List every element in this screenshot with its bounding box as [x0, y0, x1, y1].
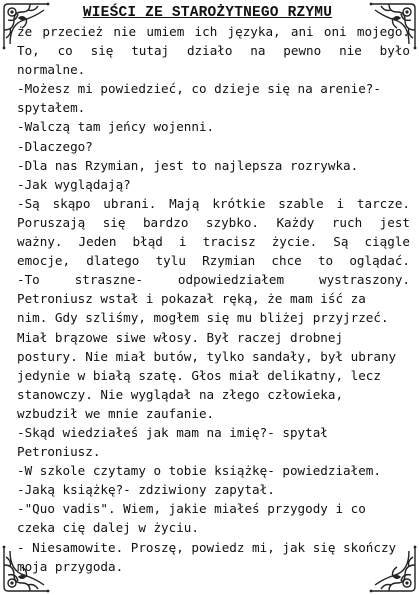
- text-line: -To straszne- odpowiedziałem wystraszony.: [17, 272, 410, 288]
- text-line: -Jaką książkę?- zdziwiony zapytał.: [17, 482, 275, 498]
- text-line: -Walczą tam jeńcy wojenni.: [17, 119, 215, 135]
- text-line: -"Quo vadis". Wiem, jakie miałeś przygody i co: [17, 501, 366, 517]
- text-line: - Niesamowite. Proszę, powiedz mi, jak się skończy: [17, 539, 397, 555]
- text-line: spytałem.: [17, 100, 86, 116]
- text-line: -Skąd wiedziałeś jak mam na imię?- spytał: [17, 424, 328, 440]
- text-line: że przecież nie umiem ich języka, ani oni mojego.: [17, 24, 410, 39]
- text-line: -Jak wyglądają?: [17, 176, 131, 192]
- document-body: [17, 22, 410, 576]
- text-line: -Dlaczego?: [17, 138, 93, 154]
- text-line: moja przygoda.: [17, 558, 124, 574]
- text-line: ważny. Jeden błąd i tracisz życie. Są ciągle: [17, 234, 410, 250]
- text-line: wzbudził we mnie zaufanie.: [17, 405, 215, 421]
- text-line: To, co się tutaj działo na pewno nie było: [17, 43, 410, 59]
- text-line: -W szkole czytamy o tobie książkę- powiedziałem.: [17, 463, 381, 479]
- text-line: Miał brązowe siwe włosy. Był raczej drobnej: [17, 329, 344, 345]
- text-line: jedynie w białą szatę. Głos miał delikatny, lecz: [17, 367, 381, 383]
- text-line: Poruszają się bardzo szybko. Każdy ruch jest: [17, 214, 410, 230]
- text-line: -Dla nas Rzymian, jest to najlepsza rozrywka.: [17, 157, 359, 173]
- text-line: emocje, dlatego tylu Rzymian chce to oglądać.: [17, 253, 410, 269]
- text-line: Petroniusz.: [17, 444, 101, 460]
- document-title: WIEŚCI ZE STAROŻYTNEGO RZYMU: [82, 5, 333, 21]
- text-line: normalne.: [17, 62, 86, 78]
- text-line: postury. Nie miał butów, tylko sandały, był ubrany: [17, 348, 397, 364]
- text-line: czeka cię dalej w życiu.: [17, 520, 199, 536]
- text-line: nim. Gdy szliśmy, mogłem się mu bliżej przyjrzeć.: [17, 310, 389, 326]
- text-line: Petroniusz wstał i pokazał ręką, że mam iść za: [17, 291, 366, 307]
- text-line: -Są skąpo ubrani. Mają krótkie szable i tarcze.: [17, 195, 410, 211]
- text-line: -Możesz mi powiedzieć, co dzieje się na arenie?-: [17, 81, 381, 97]
- text-line: stanowczy. Nie wyglądał na złego człowieka,: [17, 386, 344, 402]
